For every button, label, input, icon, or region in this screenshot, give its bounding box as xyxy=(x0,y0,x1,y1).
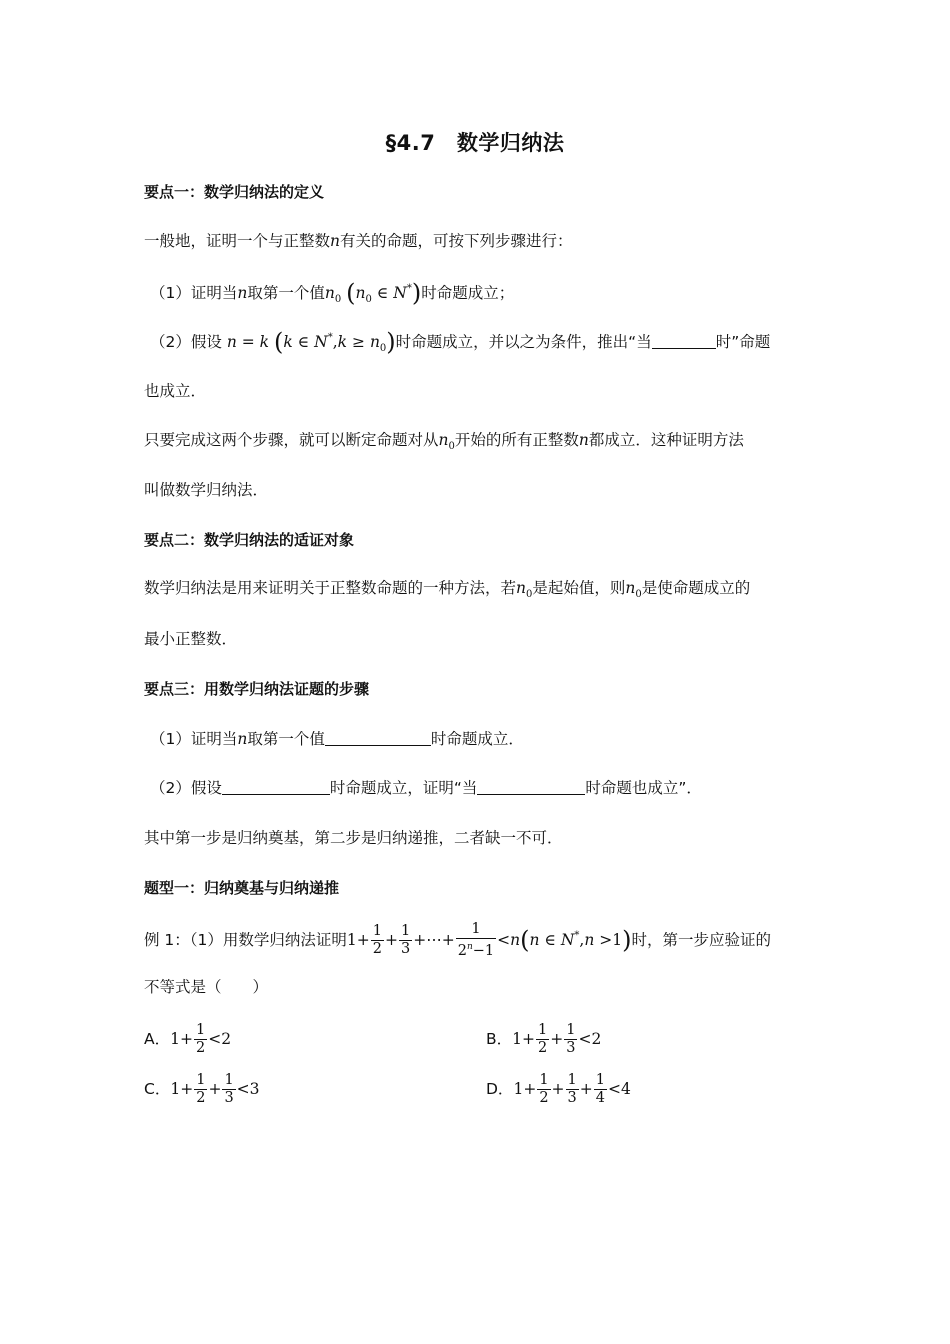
frac-1-2n-1: $\frac{1}{2^n-1}$ xyxy=(457,921,495,959)
section3-step2: （2）假设 时命题成立，证明“当 时命题也成立”． xyxy=(150,779,702,797)
blank-2[interactable] xyxy=(325,729,431,746)
section1-heading: 要点一：数学归纳法的定义 xyxy=(144,183,325,201)
example1-line-cont: 不等式是（ ） xyxy=(144,978,269,996)
section1-step2: （2）假设 n = k (k ∈ $N^*,k \ge n_0$)时命题成立，并以之为条件，推出“当 时”命题 xyxy=(150,328,771,356)
option-b[interactable]: B．1+ $\frac{1}{2}$ + $\frac{1}{3}$ <2 xyxy=(486,1022,602,1056)
frac-1-3: $\frac{1}{3}$ xyxy=(401,923,411,957)
section2-text: 数学归纳法是用来证明关于正整数命题的一种方法，若$n_0$是起始值，则$n_0$是使命题成立的 xyxy=(144,579,751,600)
section1-step1: （1）证明当n取第一个值$n_0$ ($n_0$ ∈ N*)时命题成立； xyxy=(150,279,515,307)
page-title: §4.7 数学归纳法 xyxy=(385,131,565,155)
blank-4[interactable] xyxy=(477,778,585,795)
section1-conclusion-cont: 叫做数学归纳法． xyxy=(144,481,269,499)
section3-note: 其中第一步是归纳奠基，第二步是归纳递推，二者缺一不可． xyxy=(144,829,563,847)
option-a[interactable]: A．1+ $\frac{1}{2}$ <2 xyxy=(144,1022,232,1056)
section1-step2-cont: 也成立． xyxy=(144,382,207,400)
section3-step1: （1）证明当n取第一个值 时命题成立． xyxy=(150,730,524,748)
blank-1[interactable] xyxy=(652,332,716,349)
type1-heading: 题型一：归纳奠基与归纳递推 xyxy=(144,879,340,897)
section1-conclusion: 只要完成这两个步骤，就可以断定命题对从$n_0$开始的所有正整数n都成立．这种证明方法 xyxy=(144,431,744,452)
section2-text-cont: 最小正整数． xyxy=(144,630,238,648)
section1-intro: 一般地，证明一个与正整数n有关的命题，可按下列步骤进行： xyxy=(144,232,573,250)
blank-3[interactable] xyxy=(222,778,330,795)
option-d[interactable]: D．1+ $\frac{1}{2}$ + $\frac{1}{3}$ + $\frac{1}{4}$ <4 xyxy=(486,1072,631,1106)
section3-heading: 要点三：用数学归纳法证题的步骤 xyxy=(144,680,370,698)
frac-1-2: $\frac{1}{2}$ xyxy=(372,923,383,957)
section2-heading: 要点二：数学归纳法的适证对象 xyxy=(144,531,355,549)
example1-line: 例 1：（1）用数学归纳法证明1+ $\frac{1}{2}$ + $\frac{1}{3}$ +⋯+ $\frac{1}{2^n-1}$ <n(n ∈ N*,n >1)时，第一步应验证的 xyxy=(144,921,772,959)
option-c[interactable]: C．1+ $\frac{1}{2}$ + $\frac{1}{3}$ <3 xyxy=(144,1072,260,1106)
